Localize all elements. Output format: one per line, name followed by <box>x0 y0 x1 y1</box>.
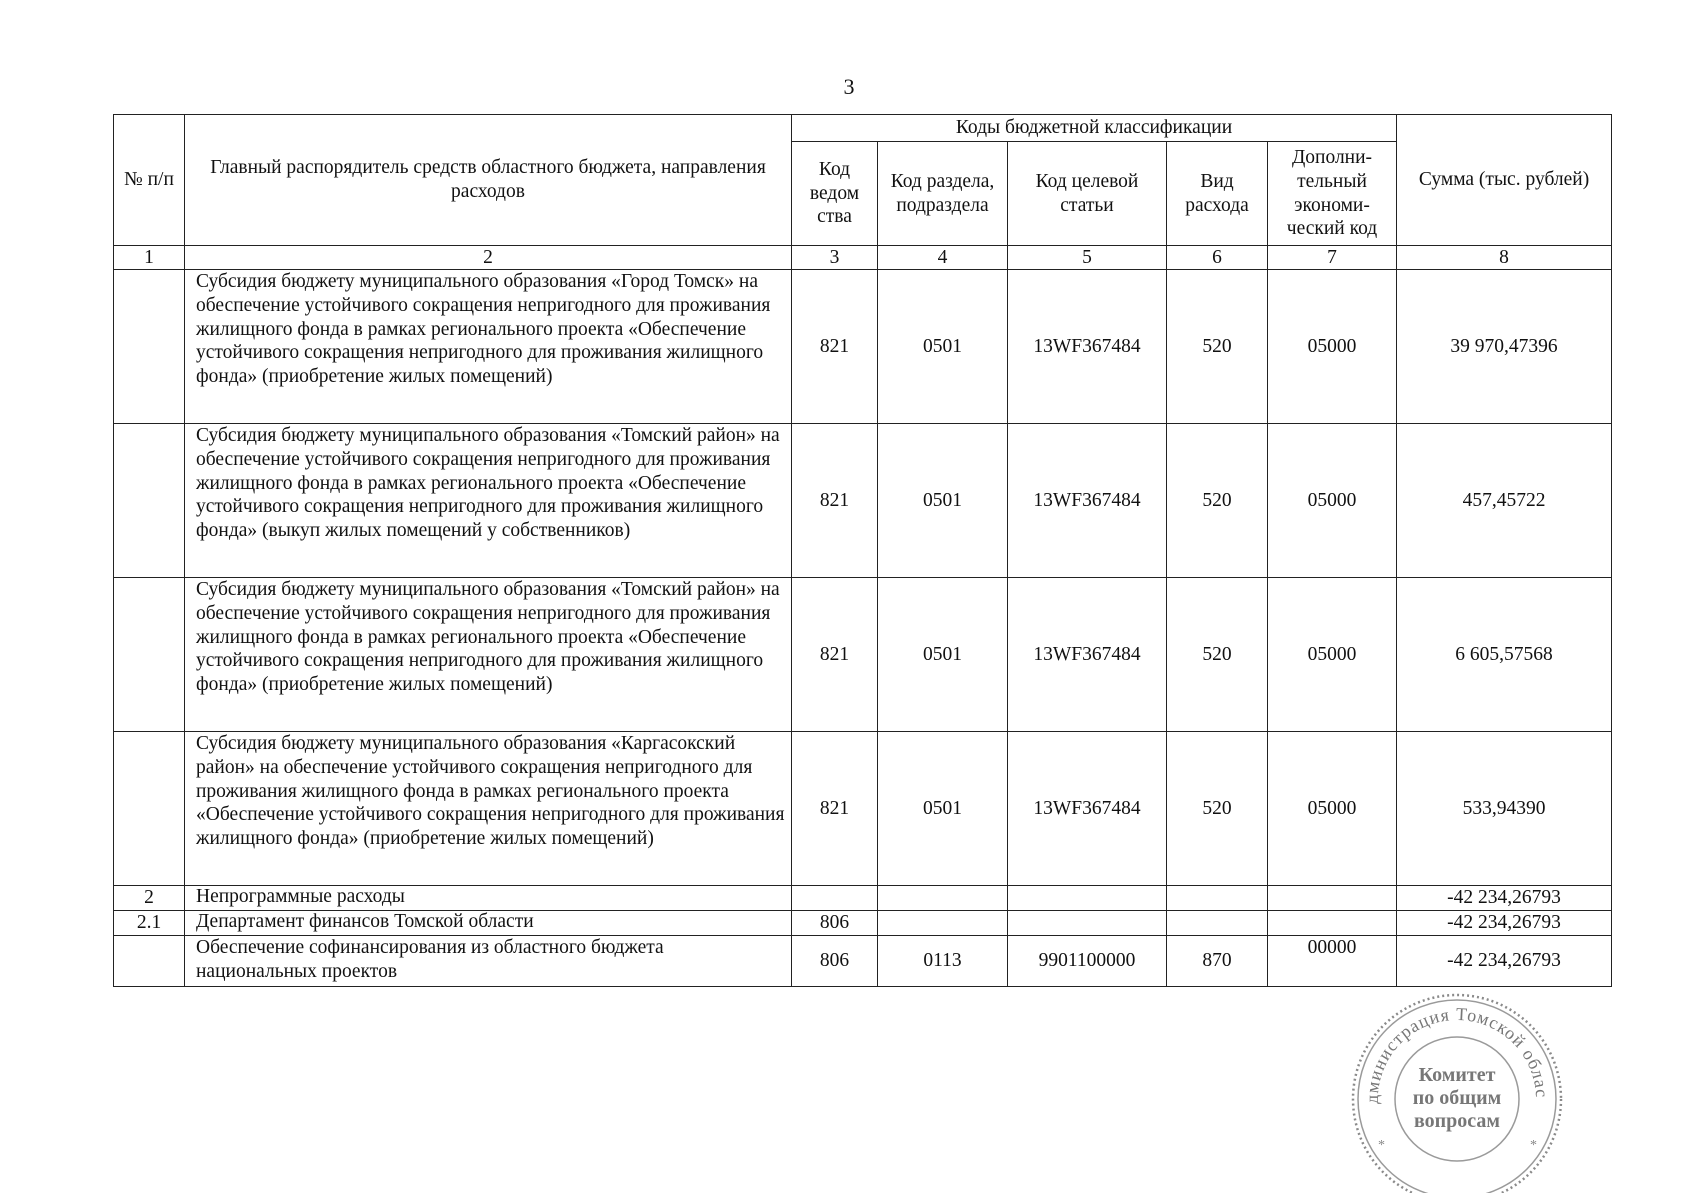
budget-table <box>113 114 1612 987</box>
row-target <box>1008 911 1167 936</box>
column-number: 4 <box>878 246 1008 270</box>
row-dop: 05000 <box>1268 578 1397 732</box>
row-razdel: 0501 <box>878 270 1008 424</box>
row-vid: 520 <box>1167 270 1268 424</box>
table-row <box>114 270 1612 424</box>
column-number: 6 <box>1167 246 1268 270</box>
row-razdel: 0501 <box>878 424 1008 578</box>
row-description: Обеспечение софинансирования из областного бюджета национальных проектов <box>185 936 792 987</box>
official-seal <box>1346 993 1568 1193</box>
row-description: Субсидия бюджету муниципального образования «Томский район» на обеспечение устойчивого сокращения непригодного для проживания жилищного фонда в рамках регионального проекта «Обеспечение устойчивого сокращения непригодного для проживания жилищного фонда» (выкуп жилых помещений у собственников) <box>185 424 792 578</box>
row-vid: 520 <box>1167 424 1268 578</box>
row-vid: 520 <box>1167 578 1268 732</box>
column-number: 3 <box>792 246 878 270</box>
header-sum: Сумма (тыс. рублей) <box>1397 115 1612 246</box>
column-number: 7 <box>1268 246 1397 270</box>
header-razdel: Код раздела, подраздела <box>878 142 1008 246</box>
column-number: 5 <box>1008 246 1167 270</box>
row-sum: -42 234,26793 <box>1397 911 1612 936</box>
header-vedom: Код ведом ства <box>792 142 878 246</box>
seal-center-line: Комитет <box>1418 1064 1496 1086</box>
row-dop <box>1268 911 1397 936</box>
row-sum: -42 234,26793 <box>1397 886 1612 911</box>
table-row <box>114 424 1612 578</box>
table-row <box>114 911 1612 936</box>
row-dop: 00000 <box>1268 936 1397 987</box>
column-number: 2 <box>185 246 792 270</box>
row-description: Непрограммные расходы <box>185 886 792 911</box>
row-dop: 05000 <box>1268 270 1397 424</box>
row-sum: 533,94390 <box>1397 732 1612 886</box>
row-vid <box>1167 911 1268 936</box>
row-razdel: 0501 <box>878 732 1008 886</box>
table-row <box>114 886 1612 911</box>
header-num: № п/п <box>114 115 185 246</box>
header-main: Главный распорядитель средств областного бюджета, направления расходов <box>185 115 792 246</box>
column-number: 8 <box>1397 246 1612 270</box>
table-row <box>114 936 1612 987</box>
row-sum: -42 234,26793 <box>1397 936 1612 987</box>
row-num <box>114 578 185 732</box>
column-number-row <box>114 246 1612 270</box>
seal-star-icon: * <box>1530 1138 1537 1153</box>
row-target: 9901100000 <box>1008 936 1167 987</box>
seal-center-line: вопросам <box>1413 1110 1501 1132</box>
table-row <box>114 732 1612 886</box>
column-number: 1 <box>114 246 185 270</box>
row-vedom <box>792 886 878 911</box>
seal-ring-text: дминистрация Томской облас <box>1361 1003 1553 1104</box>
row-description: Департамент финансов Томской области <box>185 911 792 936</box>
header-dop: Дополни-тельный экономи-ческий код <box>1268 142 1397 246</box>
header-target: Код целевой статьи <box>1008 142 1167 246</box>
row-vid: 870 <box>1167 936 1268 987</box>
row-dop: 05000 <box>1268 732 1397 886</box>
row-vid <box>1167 886 1268 911</box>
row-vedom: 821 <box>792 578 878 732</box>
row-num <box>114 424 185 578</box>
row-sum: 39 970,47396 <box>1397 270 1612 424</box>
row-vedom: 821 <box>792 424 878 578</box>
seal-center-line: по общим <box>1412 1087 1502 1109</box>
row-razdel: 0113 <box>878 936 1008 987</box>
row-sum: 457,45722 <box>1397 424 1612 578</box>
row-vedom: 806 <box>792 936 878 987</box>
row-razdel <box>878 911 1008 936</box>
row-sum: 6 605,57568 <box>1397 578 1612 732</box>
row-target: 13WF367484 <box>1008 270 1167 424</box>
row-razdel <box>878 886 1008 911</box>
row-vedom: 821 <box>792 270 878 424</box>
row-description: Субсидия бюджету муниципального образования «Город Томск» на обеспечение устойчивого сокращения непригодного для проживания жилищного фонда в рамках регионального проекта «Обеспечение устойчивого сокращения непригодного для проживания жилищного фонда» (приобретение жилых помещений) <box>185 270 792 424</box>
row-vedom: 821 <box>792 732 878 886</box>
row-vid: 520 <box>1167 732 1268 886</box>
row-num: 2.1 <box>114 911 185 936</box>
row-target: 13WF367484 <box>1008 424 1167 578</box>
header-group: Коды бюджетной классификации <box>792 115 1397 142</box>
row-dop: 05000 <box>1268 424 1397 578</box>
row-num <box>114 936 185 987</box>
table-row <box>114 578 1612 732</box>
row-description: Субсидия бюджету муниципального образования «Томский район» на обеспечение устойчивого сокращения непригодного для проживания жилищного фонда в рамках регионального проекта «Обеспечение устойчивого сокращения непригодного для проживания жилищного фонда» (приобретение жилых помещений) <box>185 578 792 732</box>
seal-star-icon: * <box>1378 1138 1385 1153</box>
row-vedom: 806 <box>792 911 878 936</box>
row-target: 13WF367484 <box>1008 578 1167 732</box>
page-number: 3 <box>843 74 855 99</box>
row-razdel: 0501 <box>878 578 1008 732</box>
seal-graphic <box>1346 993 1568 1193</box>
header-vid: Вид расхода <box>1167 142 1268 246</box>
row-description: Субсидия бюджету муниципального образования «Каргасокский район» на обеспечение устойчивого сокращения непригодного для проживания жилищного фонда в рамках регионального проекта «Обеспечение устойчивого сокращения непригодного для проживания жилищного фонда» (приобретение жилых помещений) <box>185 732 792 886</box>
row-target <box>1008 886 1167 911</box>
row-target: 13WF367484 <box>1008 732 1167 886</box>
row-num <box>114 270 185 424</box>
header-row-1 <box>114 115 1612 142</box>
row-num <box>114 732 185 886</box>
row-dop <box>1268 886 1397 911</box>
row-num: 2 <box>114 886 185 911</box>
